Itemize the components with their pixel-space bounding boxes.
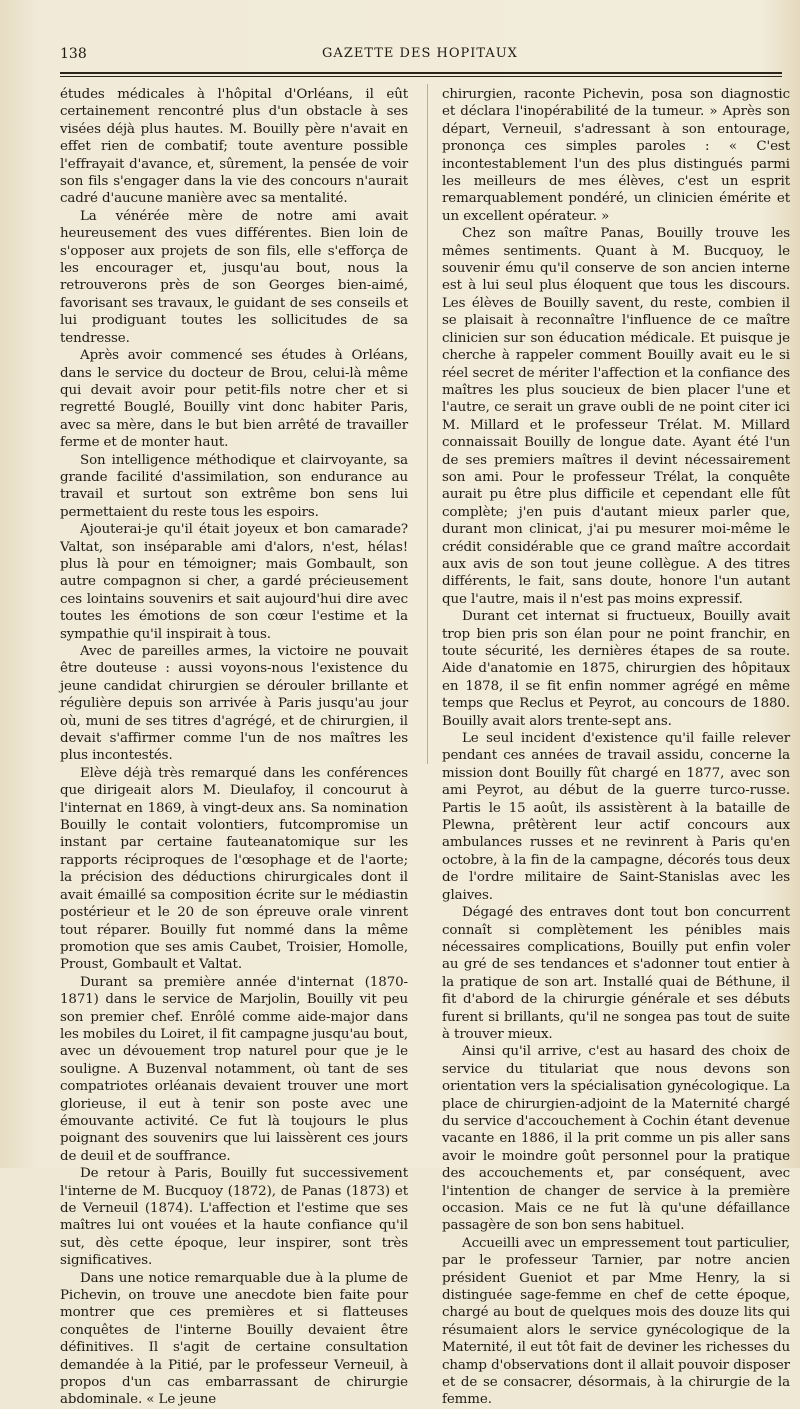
- header-rule-thick: [60, 72, 782, 74]
- paragraph: Accueilli avec un empressement tout particulier, par le professeur Tarnier, par notre ancien président Gueniot et par Mme Henry, la si distinguée sage-femme en chef de cette époque, chargé au bout de quelques mois des douze lits qui résumaient alors le service gynécologique de la Maternité, il eut tôt fait de deviner les richesses du champ d'observations dont il allait pouvoir disposer et de se consacrer, désormais, à la chirurgie de la femme.: [442, 1235, 790, 1408]
- right-column: [442, 86, 790, 1408]
- column-divider: [427, 84, 428, 764]
- paragraph: études médicales à l'hôpital d'Orléans, il eût certainement rencontré plus d'un obstacle à ses visées déjà plus hautes. M. Bouilly père n'avait en effet rien de combatif; toute aventure possible l'effrayait d'avance, et, sûrement, la pensée de voir son fils s'engager dans la vie des concours n'aurait cadré d'aucune manière avec sa mentalité.: [60, 87, 408, 207]
- paragraph: Dégagé des entraves dont tout bon concurrent connaît si complètement les pénibles mais nécessaires complications, Bouilly put enfin voler au gré de ses tendances et s'adonner tout entier à la pratique de son art. Installé quai de Béthune, il fit d'abord de la chirurgie générale et ses débuts furent si brillants, qu'il ne songea pas tout de suite à trouver mieux.: [442, 905, 790, 1042]
- paragraph: Avec de pareilles armes, la victoire ne pouvait être douteuse : aussi voyons-nous l'existence du jeune candidat chirurgien se dérouler brillante et régulière depuis son arrivée à Paris jusqu'au jour où, muni de ses titres d'agrégé, et de chirurgien, il devait s'affirmer comme l'un de nos maîtres les plus incontestés.: [60, 644, 408, 764]
- paragraph: La vénérée mère de notre ami avait heureusement des vues différentes. Bien loin de s'opposer aux projets de son fils, elle s'efforça de les encourager et, jusqu'au bout, nous la retrouverons près de son Georges bien-aimé, favorisant ses travaux, le guidant de ses conseils et lui prodiguant toutes les sollicitudes de sa tendresse.: [60, 208, 408, 346]
- header-rule-thin: [60, 76, 782, 77]
- running-title: GAZETTE DES HOPITAUX: [322, 46, 518, 61]
- paragraph: Après avoir commencé ses études à Orléans, dans le service du docteur de Brou, celui-là même qui devait avoir pour petit-fils notre cher et si regretté Bouglé, Bouilly vint donc habiter Paris, avec sa mère, dans le but bien arrêté de travailler ferme et de monter haut.: [60, 348, 408, 451]
- paragraph: Dans une notice remarquable due à la plume de Pichevin, on trouve une anecdote bien faite pour montrer que ces premières et si flatteuses conquêtes de l'interne Bouilly devaient être définitives. Il s'agit de certaine consultation demandée à la Pitié, par le professeur Verneuil, à propos d'un cas embarrassant de chirurgie abdominale. « Le jeune: [60, 1270, 408, 1408]
- left-column: [60, 86, 408, 1408]
- paragraph: Durant sa première année d'internat (1870-1871) dans le service de Marjolin, Bouilly vit peu son premier chef. Enrôlé comme aide-major dans les mobiles du Loiret, il fit campagne jusqu'au bout, avec un dévouement trop naturel pour que je le souligne. A Buzenval notamment, où tant de ses compatriotes orléanais devaient trouver une mort glorieuse, il eut à tenir son poste avec une émouvante activité. Ce fut là toujours le plus poignant des souvenirs que lui laissèrent ces jours de deuil et de souffrance.: [60, 974, 408, 1164]
- paragraph: Durant cet internat si fructueux, Bouilly avait trop bien pris son élan pour ne point franchir, en toute sécurité, les dernières étapes de sa route. Aide d'anatomie en 1875, chirurgien des hôpitaux en 1878, il se fit enfin nommer agrégé en même temps que Reclus et Peyrot, au concours de 1880. Bouilly avait alors trente-sept ans.: [442, 609, 790, 729]
- paragraph: Le seul incident d'existence qu'il faille relever pendant ces années de travail assidu, concerne la mission dont Bouilly fût chargé en 1877, avec son ami Peyrot, au début de la guerre turco-russe. Partis le 15 août, ils assistèrent à la bataille de Plewna, prêtèrent leur actif concours aux ambulances russes et ne revinrent à Paris qu'en octobre, à la fin de la campagne, décorés tous deux de l'ordre militaire de Saint-Stanislas avec les glaives.: [442, 731, 790, 903]
- paragraph: De retour à Paris, Bouilly fut successivement l'interne de M. Bucquoy (1872), de Panas (1873) et de Verneuil (1874). L'affection et l'estime que ses maîtres lui ont vouées et la haute confiance qu'il sut, dès cette époque, leur inspirer, sont très significatives.: [60, 1166, 408, 1269]
- paragraph: Chez son maître Panas, Bouilly trouve les mêmes sentiments. Quant à M. Bucquoy, le souvenir ému qu'il conserve de son ancien interne est à lui seul plus éloquent que tous les discours. Les élèves de Bouilly savent, du reste, combien il se plaisait à reconnaître l'influence de ce maître clinicien sur son éducation médicale. Et puisque je cherche à rappeler comment Bouilly avait eu le si réel secret de mériter l'affection et la confiance des maîtres les plus soucieux de bien placer l'une et l'autre, ce serait un grave oubli de ne point citer ici M. Millard et le professeur Trélat. M. Millard connaissait Bouilly de longue date. Ayant été l'un de ses premiers maîtres il devint nécessairement son ami. Pour le professeur Trélat, la conquête aurait pu être plus difficile et cependant elle fût complète; j'en puis d'autant mieux parler que, durant mon clinicat, j'ai pu mesurer moi-même le crédit considérable que ce grand maître accordait aux avis de son tout jeune collègue. A des titres différents, le fait, sans doute, honore l'un autant que l'autre, mais il n'est pas moins expressif.: [442, 226, 790, 607]
- page-number: 138: [60, 46, 87, 62]
- paragraph: chirurgien, raconte Pichevin, posa son diagnostic et déclara l'inopérabilité de la tumeur. » Après son départ, Verneuil, s'adressant à son entourage, prononça ces simples paroles : « C'est incontestablement l'un des plus distingués parmi les meilleurs de mes élèves, c'est un esprit remarquablement pondéré, un clinicien émérite et un excellent opérateur. »: [442, 87, 790, 224]
- paragraph: Son intelligence méthodique et clairvoyante, sa grande facilité d'assimilation, son endurance au travail et surtout son extrême bon sens lui permettaient du reste tous les espoirs.: [60, 452, 408, 520]
- paragraph: Ainsi qu'il arrive, c'est au hasard des choix de service du titulariat que nous devons son orientation vers la spécialisation gynécologique. La place de chirurgien-adjoint de la Maternité chargé du service d'accouchement à Cochin étant devenue vacante en 1886, il la prit comme un pis aller sans avoir le moindre goût personnel pour la pratique des accouchements et, par conséquent, avec l'intention de changer de service à la première occasion. Mais ce ne fut là qu'une défaillance passagère de son bon sens habituel.: [442, 1044, 790, 1234]
- page-header: [60, 42, 780, 66]
- paragraph: Ajouterai-je qu'il était joyeux et bon camarade? Valtat, son inséparable ami d'alors, n'est, hélas! plus là pour en témoigner; mais Gombault, son autre compagnon si cher, a gardé précieusement ces lointains souvenirs et sait aujourd'hui dire avec toutes les émotions de son cœur l'estime et la sympathie qu'il inspirait à tous.: [60, 522, 408, 642]
- paragraph: Elève déjà très remarqué dans les conférences que dirigeait alors M. Dieulafoy, il concourut à l'internat en 1869, à vingt-deux ans. Sa nomination Bouilly le contait volontiers, futcompromise un instant par certaine fauteanatomique sur les rapports réciproques de l'œsophage et de l'aorte; la précision des déductions chirurgicales dont il avait émaillé sa composition écrite sur le médiastin postérieur et le 20 de son épreuve orale vinrent tout réparer. Bouilly fut nommé dans la même promotion que ses amis Caubet, Troisier, Homolle, Proust, Gombault et Valtat.: [60, 765, 408, 973]
